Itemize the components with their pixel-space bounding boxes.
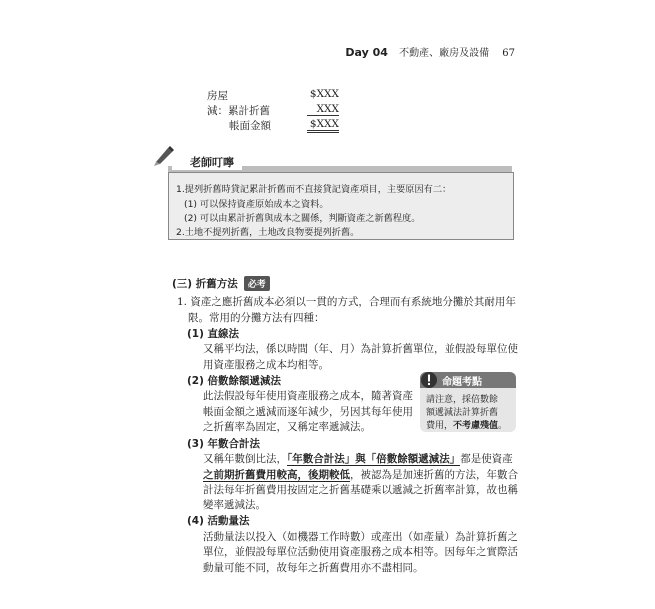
hint-line-3-a: 費用， (426, 421, 454, 431)
bs-row-2-label: 減：累計折舊 (207, 105, 270, 117)
teacher-line-4: 2.土地不提列折舊，土地改良物要提列折舊。 (176, 227, 360, 238)
method-4-line-2: 單位，並假設每單位活動使用資產服務之成本相等。因每年之實際活 (203, 546, 518, 558)
method-1-line-2: 用資產服務之成本均相等。 (203, 359, 329, 371)
hint-line-1: 請注意，採倍數餘 (426, 395, 499, 405)
page-number: 67 (502, 48, 515, 59)
method-4-line-3: 動量可能不同，故每年之折舊費用亦不盡相同。 (203, 562, 424, 574)
teacher-line-1: 1.提列折舊時貸記累計折舊而不直接貸記資產項目，主要原因有二： (176, 184, 452, 195)
bs-row-3-label: 帳面金額 (229, 120, 271, 132)
bs-row-1-amount: $XXX (309, 88, 339, 100)
hint-line-3-c: 。 (498, 421, 508, 431)
method-2-title: (2) 倍數餘額遞減法 (187, 375, 282, 387)
method-4-line-1: 活動量法以投入（如機器工作時數）或產出（如產量）為計算折舊之 (203, 531, 518, 543)
method-1-title: (1) 直線法 (187, 328, 240, 340)
hint-line-2: 額遞減法計算折舊 (426, 408, 499, 418)
method-3-line-3: 計法每年折舊費用按固定之折舊基礎乘以遞減之折舊率計算，故也稱 (203, 484, 518, 496)
pencil-icon (152, 144, 174, 166)
method-3-line-4: 變率遞減法。 (203, 499, 266, 511)
bs-row-3-amount: $XXX (307, 118, 339, 133)
method-2-line-2: 帳面金額之遞減而逐年減少，另因其每年使用 (203, 406, 413, 418)
must-test-badge: 必考 (244, 276, 270, 291)
exam-hint-title: 命題考點 (442, 377, 482, 388)
day-label: Day 04 (345, 46, 388, 59)
section-title: (三) 折舊方法 (172, 278, 238, 290)
bs-row-1-label: 房屋 (207, 90, 228, 102)
intro-line-1: 1. 資產之應折舊成本必須以一貫的方式，合理而有系統地分攤於其耐用年 (177, 296, 516, 308)
m3-l1-bold: 「年數合計法」與「倍數餘額遞減法」 (287, 453, 461, 465)
method-1-line-1: 又稱平均法，係以時間（年、月）為計算折舊單位，並假設每單位使 (203, 343, 518, 355)
m3-l2-bold: 之前期折舊費用較高，後期較低 (203, 469, 350, 481)
m3-l1-c: 都是使資產 (460, 453, 513, 465)
method-3-line-1 (203, 451, 513, 466)
hint-line-3-bold: 不考慮殘值 (453, 421, 499, 431)
method-2-line-3: 之折舊率為固定，又稱定率遞減法。 (203, 421, 371, 433)
method-3-line-2 (203, 467, 518, 482)
bs-row-2-amount: XXX (307, 103, 339, 116)
intro-line-2: 限。常用的分攤方法有四種： (188, 312, 325, 324)
m3-l2-b: ，被認為是加速折舊的方法，年數合 (350, 469, 518, 481)
page-header (345, 44, 515, 59)
teacher-line-2: (1) 可以保持資產原始成本之資料。 (184, 199, 329, 210)
teacher-note-title: 老師叮嚀 (172, 154, 242, 170)
hint-line-3 (426, 418, 507, 431)
section-heading (172, 276, 270, 291)
chapter-title: 不動產、廠房及設備 (399, 48, 490, 59)
method-2-line-1: 此法假設每年使用資產服務之成本，隨著資產 (203, 390, 413, 402)
method-4-title: (4) 活動量法 (187, 515, 250, 527)
exclamation-icon (420, 371, 438, 389)
teacher-line-3: (2) 可以由累計折舊與成本之關係，判斷資產之新舊程度。 (184, 213, 421, 224)
method-3-title: (3) 年數合計法 (187, 438, 261, 450)
m3-l1-a: 又稱年數倒比法， (203, 453, 287, 465)
